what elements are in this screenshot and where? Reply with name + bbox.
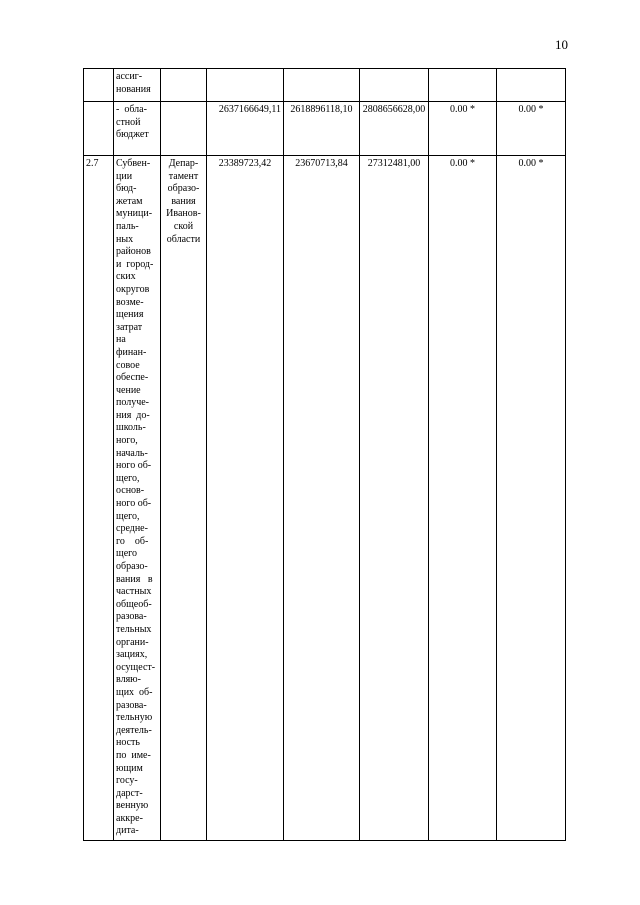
executor-cell bbox=[161, 102, 207, 156]
value-cell: 27312481,00 bbox=[360, 156, 429, 841]
value-cell bbox=[497, 69, 566, 102]
description-line: тельных bbox=[116, 623, 152, 635]
description-line: разова- bbox=[116, 699, 147, 711]
value-cell bbox=[284, 69, 360, 102]
description-line: школь- bbox=[116, 422, 146, 434]
executor-line: ской bbox=[173, 220, 194, 232]
description-line: вания в bbox=[116, 573, 153, 585]
description-line: ния до- bbox=[116, 409, 150, 421]
table-row bbox=[84, 69, 566, 102]
description-line: получе- bbox=[116, 397, 150, 409]
description-line: и город- bbox=[116, 258, 154, 270]
description-cell bbox=[114, 69, 161, 102]
value-cell: 0.00 * bbox=[429, 156, 497, 841]
value-cell: 0.00 * bbox=[497, 156, 566, 841]
description-line: частных bbox=[116, 586, 152, 598]
executor-line: Депар- bbox=[168, 158, 199, 169]
description-line: жетам bbox=[116, 195, 143, 207]
description-line: осущест- bbox=[116, 661, 156, 673]
description-line: ции bbox=[116, 170, 133, 182]
description-line: щего bbox=[116, 548, 137, 560]
row-number-cell bbox=[84, 102, 114, 156]
executor-line: Иванов- bbox=[166, 208, 201, 220]
description-line: ассиг- bbox=[116, 71, 143, 82]
executor-line: области bbox=[166, 233, 201, 245]
description-line: на bbox=[116, 334, 126, 346]
description-line: общеоб- bbox=[116, 598, 152, 610]
description-line: округов bbox=[116, 283, 150, 295]
description-cell bbox=[114, 102, 161, 156]
value-cell: 0.00 * bbox=[497, 102, 566, 156]
description-line: разова- bbox=[116, 611, 147, 623]
table-row bbox=[84, 156, 566, 841]
description-line: органи- bbox=[116, 636, 149, 648]
description-line: финан- bbox=[116, 346, 147, 358]
description-line: началь- bbox=[116, 447, 148, 459]
description-line: Субвен- bbox=[116, 158, 151, 169]
description-cell bbox=[114, 156, 161, 841]
description-line: бюд- bbox=[116, 183, 137, 195]
executor-cell bbox=[161, 156, 207, 841]
executor-line: тамент bbox=[168, 170, 199, 182]
description-line: щего, bbox=[116, 472, 140, 484]
value-cell: 2618896118,10 bbox=[284, 102, 360, 156]
description-line: щения bbox=[116, 309, 144, 321]
description-line: дарст- bbox=[116, 787, 143, 799]
description-line: зациях, bbox=[116, 649, 148, 661]
description-line: основ- bbox=[116, 485, 145, 497]
value-cell: 23670713,84 bbox=[284, 156, 360, 841]
description-line: по име- bbox=[116, 749, 151, 761]
description-line: средне- bbox=[116, 523, 148, 535]
description-line: паль- bbox=[116, 220, 139, 232]
value-cell: 2808656628,00 bbox=[360, 102, 429, 156]
value-cell bbox=[207, 69, 284, 102]
executor-line: вания bbox=[171, 195, 196, 207]
description-line: венную bbox=[116, 800, 149, 812]
description-line: районов bbox=[116, 246, 151, 258]
description-line: - обла- bbox=[116, 104, 147, 115]
description-line: бюджет bbox=[116, 129, 149, 141]
description-line: ного об- bbox=[116, 460, 152, 472]
description-line: го об- bbox=[116, 535, 149, 547]
description-line: деятель- bbox=[116, 724, 152, 736]
description-line: ность bbox=[116, 737, 140, 749]
description-line: чение bbox=[116, 384, 141, 396]
description-line: ющим bbox=[116, 762, 143, 774]
description-line: вляю- bbox=[116, 674, 141, 686]
row-number-cell: 2.7 bbox=[84, 156, 114, 841]
description-line: щих об- bbox=[116, 686, 153, 698]
description-line: совое bbox=[116, 359, 140, 371]
description-line: обеспе- bbox=[116, 372, 149, 384]
description-line: стной bbox=[116, 116, 141, 128]
description-line: ного об- bbox=[116, 498, 152, 510]
description-line: ных bbox=[116, 233, 134, 245]
description-line: ного, bbox=[116, 435, 138, 447]
description-line: аккре- bbox=[116, 812, 143, 824]
description-line: дита- bbox=[116, 825, 139, 837]
description-line: щего, bbox=[116, 510, 140, 522]
value-cell: 0.00 * bbox=[429, 102, 497, 156]
description-line: затрат bbox=[116, 321, 143, 333]
value-cell: 23389723,42 bbox=[207, 156, 284, 841]
executor-cell bbox=[161, 69, 207, 102]
description-line: госу- bbox=[116, 775, 138, 787]
description-line: нования bbox=[116, 83, 151, 95]
description-line: муници- bbox=[116, 208, 153, 220]
executor-line: образо- bbox=[167, 183, 200, 195]
description-line: возме- bbox=[116, 296, 144, 308]
description-line: образо- bbox=[116, 561, 148, 572]
page-number: 10 bbox=[555, 37, 568, 52]
budget-table bbox=[83, 68, 566, 841]
row-number-cell bbox=[84, 69, 114, 102]
description-line: тельную bbox=[116, 712, 153, 724]
value-cell bbox=[429, 69, 497, 102]
table-row bbox=[84, 102, 566, 156]
value-cell: 2637166649,11 bbox=[207, 102, 284, 156]
description-line: ских bbox=[116, 271, 136, 283]
value-cell bbox=[360, 69, 429, 102]
